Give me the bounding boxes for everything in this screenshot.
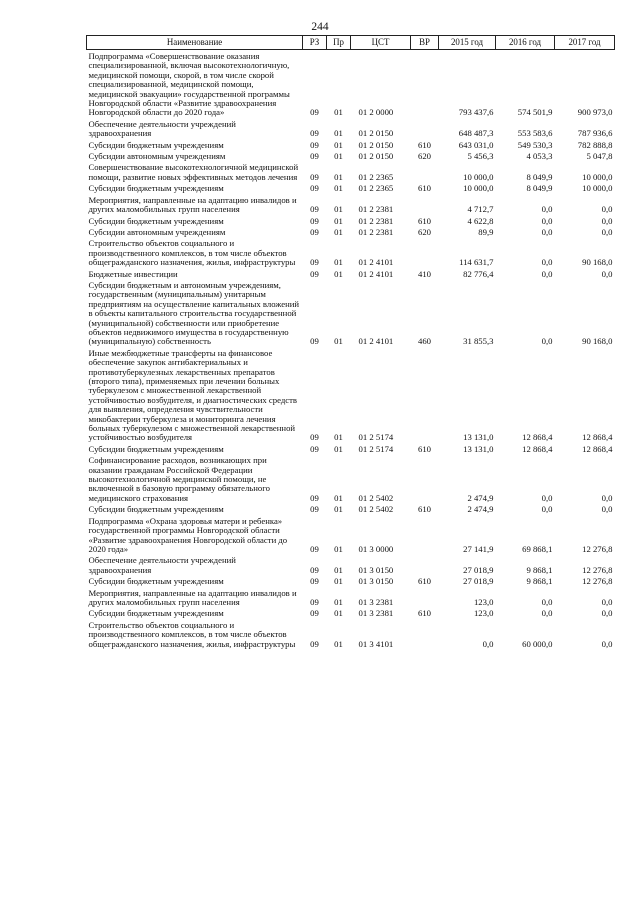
row-2017: 10 000,0 xyxy=(582,171,613,182)
row-2015: 114 631,7 xyxy=(459,257,494,268)
row-2017: 12 276,8 xyxy=(582,564,613,575)
header-vr: ВР xyxy=(411,36,439,50)
row-name: Субсидии бюджетным и автономным учреждениям, государственным (муниципальным) унитарным предприятиям на осуществление капитальных вложений в объекты капитального строительства государственной (муниципальной) собственности или приобретение объектов недвижимого имущества в государственную (муниципальную) собственность xyxy=(88,279,300,347)
row-pr: 01 xyxy=(334,492,343,503)
row-2016: 0,0 xyxy=(541,268,553,279)
row-cst: 01 3 0000 xyxy=(358,543,394,554)
budget-table xyxy=(86,35,615,649)
row-rz: 09 xyxy=(310,336,319,347)
row-cst: 01 2 0150 xyxy=(358,128,394,139)
table-row xyxy=(87,607,615,618)
row-cst: 01 2 2381 xyxy=(358,215,394,226)
row-cst: 01 2 4101 xyxy=(358,257,394,268)
row-vr: 620 xyxy=(417,151,432,162)
row-pr: 01 xyxy=(334,504,343,515)
table-row xyxy=(87,347,615,443)
row-2015: 793 437,6 xyxy=(458,107,494,118)
row-rz: 09 xyxy=(310,107,319,118)
row-name: Субсидии автономным учреждениям xyxy=(88,226,226,237)
table-row xyxy=(87,575,615,586)
row-2017: 0,0 xyxy=(601,215,613,226)
row-2016: 0,0 xyxy=(541,504,553,515)
row-vr xyxy=(411,587,439,608)
row-cst: 01 2 5402 xyxy=(358,504,394,515)
row-rz: 09 xyxy=(310,139,319,150)
row-rz: 09 xyxy=(310,171,319,182)
row-rz: 09 xyxy=(310,257,319,268)
header-name: Наименование xyxy=(87,36,303,50)
row-name: Строительство объектов социального и производственного комплексов, в том числе объектов общегражданского назначения, жилья, инфраструктуры xyxy=(88,619,296,649)
row-pr: 01 xyxy=(334,215,343,226)
row-vr: 610 xyxy=(417,443,432,454)
row-2016: 0,0 xyxy=(541,226,553,237)
row-2017: 0,0 xyxy=(601,204,613,215)
row-2017: 0,0 xyxy=(601,608,613,619)
row-rz: 09 xyxy=(310,608,319,619)
row-2017: 90 168,0 xyxy=(582,336,613,347)
row-rz: 09 xyxy=(310,215,319,226)
row-2015: 648 487,3 xyxy=(458,128,494,139)
header-2015: 2015 год xyxy=(439,36,496,50)
row-cst: 01 2 2365 xyxy=(358,183,394,194)
row-2016: 0,0 xyxy=(541,257,553,268)
table-row xyxy=(87,161,615,182)
table-row xyxy=(87,50,615,118)
row-2015: 2 474,9 xyxy=(467,504,494,515)
table-row xyxy=(87,443,615,454)
row-rz: 09 xyxy=(310,543,319,554)
table-header xyxy=(87,36,615,50)
row-2016: 8 049,9 xyxy=(526,171,553,182)
row-2016: 12 868,4 xyxy=(522,432,553,443)
row-name: Обеспечение деятельности учреждений здравоохранения xyxy=(88,118,236,139)
row-rz: 09 xyxy=(310,492,319,503)
row-name: Субсидии бюджетным учреждениям xyxy=(88,576,224,587)
row-vr: 620 xyxy=(417,226,432,237)
row-2017: 0,0 xyxy=(601,492,613,503)
row-name: Субсидии бюджетным учреждениям xyxy=(88,139,224,150)
row-vr xyxy=(411,619,439,649)
row-name: Мероприятия, направленные на адаптацию инвалидов и других маломобильных групп населения xyxy=(88,587,297,607)
row-2015: 123,0 xyxy=(473,608,494,619)
row-2017: 0,0 xyxy=(601,504,613,515)
row-name: Субсидии бюджетным учреждениям xyxy=(88,608,224,619)
row-2015: 2 474,9 xyxy=(467,492,494,503)
row-rz: 09 xyxy=(310,596,319,607)
row-cst: 01 3 2381 xyxy=(358,608,394,619)
header-rz: РЗ xyxy=(303,36,327,50)
row-2016: 0,0 xyxy=(541,608,553,619)
row-2017: 0,0 xyxy=(601,268,613,279)
row-2015: 27 141,9 xyxy=(463,543,494,554)
row-cst: 01 3 0150 xyxy=(358,564,394,575)
table-row xyxy=(87,226,615,237)
row-pr: 01 xyxy=(334,443,343,454)
table-row xyxy=(87,503,615,514)
row-pr: 01 xyxy=(334,596,343,607)
row-rz: 09 xyxy=(310,268,319,279)
table-row xyxy=(87,194,615,215)
row-2015: 31 855,3 xyxy=(463,336,494,347)
row-2015: 5 456,3 xyxy=(467,151,494,162)
row-vr: 610 xyxy=(417,139,432,150)
row-name: Подпрограмма «Охрана здоровья матери и ребенка» государственной программы Новгородской области «Развитие здравоохранения Новгородской области до 2020 года» xyxy=(88,515,288,554)
table-row xyxy=(87,237,615,267)
header-2017: 2017 год xyxy=(555,36,615,50)
header-pr: Пр xyxy=(327,36,351,50)
row-pr: 01 xyxy=(334,336,343,347)
row-cst: 01 3 0150 xyxy=(358,576,394,587)
row-vr: 610 xyxy=(417,504,432,515)
row-cst: 01 2 5402 xyxy=(358,492,394,503)
table-row xyxy=(87,150,615,161)
row-rz: 09 xyxy=(310,443,319,454)
row-vr xyxy=(411,554,439,575)
row-vr xyxy=(411,50,439,118)
row-rz: 09 xyxy=(310,204,319,215)
row-cst: 01 2 0000 xyxy=(358,107,394,118)
row-cst: 01 2 2381 xyxy=(358,226,394,237)
row-pr: 01 xyxy=(334,638,343,649)
row-2017: 12 276,8 xyxy=(582,576,613,587)
row-2016: 4 053,3 xyxy=(526,151,553,162)
row-2016: 0,0 xyxy=(541,215,553,226)
row-2017: 0,0 xyxy=(601,596,613,607)
row-vr: 460 xyxy=(417,336,432,347)
row-cst: 01 3 2381 xyxy=(358,596,394,607)
row-vr xyxy=(411,454,439,503)
row-name: Софинансирование расходов, возникающих при оказании гражданам Российской Федерации высокотехнологичной медицинской помощи, не включенной в базовую программу обязательного медицинского страхования xyxy=(88,455,270,503)
table-row xyxy=(87,619,615,649)
row-pr: 01 xyxy=(334,171,343,182)
row-cst: 01 2 2365 xyxy=(358,171,394,182)
header-cst: ЦСТ xyxy=(351,36,411,50)
row-2015: 123,0 xyxy=(473,596,494,607)
row-pr: 01 xyxy=(334,183,343,194)
row-cst: 01 2 4101 xyxy=(358,268,394,279)
row-name: Субсидии бюджетным учреждениям xyxy=(88,183,224,194)
row-pr: 01 xyxy=(334,128,343,139)
row-pr: 01 xyxy=(334,204,343,215)
row-rz: 09 xyxy=(310,226,319,237)
row-2016: 9 868,1 xyxy=(526,564,553,575)
table-row xyxy=(87,454,615,503)
row-rz: 09 xyxy=(310,576,319,587)
row-2015: 82 776,4 xyxy=(463,268,494,279)
header-2016: 2016 год xyxy=(496,36,555,50)
row-vr xyxy=(411,161,439,182)
table-row xyxy=(87,554,615,575)
row-name: Субсидии бюджетным учреждениям xyxy=(88,504,224,515)
row-2016: 0,0 xyxy=(541,596,553,607)
row-2016: 60 000,0 xyxy=(522,638,553,649)
row-name: Обеспечение деятельности учреждений здравоохранения xyxy=(88,555,236,575)
row-2017: 90 168,0 xyxy=(582,257,613,268)
row-2017: 0,0 xyxy=(601,638,613,649)
row-rz: 09 xyxy=(310,638,319,649)
row-2015: 0,0 xyxy=(482,638,494,649)
row-2015: 27 018,9 xyxy=(463,564,494,575)
row-vr: 410 xyxy=(417,268,432,279)
row-2015: 13 131,0 xyxy=(463,443,494,454)
row-rz: 09 xyxy=(310,564,319,575)
row-2017: 0,0 xyxy=(601,226,613,237)
row-vr xyxy=(411,237,439,267)
row-2016: 553 583,6 xyxy=(517,128,553,139)
row-name: Субсидии бюджетным учреждениям xyxy=(88,215,224,226)
row-2016: 574 501,9 xyxy=(517,107,553,118)
row-2015: 643 031,0 xyxy=(458,139,494,150)
row-name: Субсидии автономным учреждениям xyxy=(88,151,226,162)
row-pr: 01 xyxy=(334,257,343,268)
row-2017: 12 868,4 xyxy=(582,443,613,454)
row-pr: 01 xyxy=(334,543,343,554)
row-pr: 01 xyxy=(334,151,343,162)
row-name: Совершенствование высокотехнологичной медицинской помощи, развитие новых эффективных методов лечения xyxy=(88,162,299,182)
row-2015: 13 131,0 xyxy=(463,432,494,443)
row-vr xyxy=(411,118,439,139)
row-pr: 01 xyxy=(334,226,343,237)
row-name: Мероприятия, направленные на адаптацию инвалидов и других маломобильных групп населения xyxy=(88,194,297,215)
row-vr xyxy=(411,515,439,555)
row-2017: 5 047,8 xyxy=(586,151,613,162)
row-2017: 10 000,0 xyxy=(582,183,613,194)
table-body xyxy=(87,50,615,649)
row-rz: 09 xyxy=(310,432,319,443)
table-row xyxy=(87,139,615,150)
row-2016: 0,0 xyxy=(541,204,553,215)
table-row xyxy=(87,587,615,608)
row-cst: 01 2 0150 xyxy=(358,151,394,162)
table-row xyxy=(87,215,615,226)
page-number: 244 xyxy=(311,21,329,33)
row-2015: 10 000,0 xyxy=(463,183,494,194)
row-rz: 09 xyxy=(310,151,319,162)
row-cst: 01 2 0150 xyxy=(358,139,394,150)
row-2017: 900 973,0 xyxy=(577,107,613,118)
row-2017: 782 888,8 xyxy=(577,139,613,150)
row-2016: 8 049,9 xyxy=(526,183,553,194)
row-name: Подпрограмма «Совершенствование оказания специализированной, включая высокотехнологичную, медицинской помощи, скорой, в том числе скорой специализированной, медицинской помощи, медицинской эвакуации» государственной программы Новгородской области «Развитие здравоохранения Новгородской области до 2020 года» xyxy=(88,51,290,118)
row-2015: 4 712,7 xyxy=(467,204,494,215)
row-name: Иные межбюджетные трансферты на финансовое обеспечение закупок антибактериальных и противотуберкулезных лекарственных препаратов (второго типа), применяемых при лечении больных туберкулезом с множественной лекарственной устойчивостью возбудителя, и диагностических средств для выявления, определения чувствительности микобактерии туберкулеза и мониторинга лечения больных туберкулезом с множественной лекарственной устойчивостью возбудителя xyxy=(88,347,297,443)
row-vr: 610 xyxy=(417,608,432,619)
row-name: Бюджетные инвестиции xyxy=(88,268,178,279)
row-pr: 01 xyxy=(334,107,343,118)
table-row xyxy=(87,182,615,193)
row-rz: 09 xyxy=(310,183,319,194)
row-pr: 01 xyxy=(334,608,343,619)
row-2016: 549 530,3 xyxy=(517,139,553,150)
row-name: Строительство объектов социального и производственного комплексов, в том числе объектов общегражданского назначения, жилья, инфраструктуры xyxy=(88,238,296,268)
row-2015: 89,9 xyxy=(478,226,494,237)
row-rz: 09 xyxy=(310,504,319,515)
table-row xyxy=(87,268,615,279)
row-vr xyxy=(411,347,439,443)
table-row xyxy=(87,515,615,555)
row-2016: 9 868,1 xyxy=(526,576,553,587)
table-row xyxy=(87,279,615,347)
row-2016: 0,0 xyxy=(541,492,553,503)
row-2015: 4 622,8 xyxy=(467,215,494,226)
row-2016: 12 868,4 xyxy=(522,443,553,454)
table-row xyxy=(87,118,615,139)
row-2017: 12 868,4 xyxy=(582,432,613,443)
row-2016: 0,0 xyxy=(541,336,553,347)
row-pr: 01 xyxy=(334,564,343,575)
row-pr: 01 xyxy=(334,139,343,150)
row-cst: 01 2 4101 xyxy=(358,336,394,347)
row-cst: 01 2 2381 xyxy=(358,204,394,215)
row-pr: 01 xyxy=(334,268,343,279)
row-vr: 610 xyxy=(417,215,432,226)
row-2015: 27 018,9 xyxy=(463,576,494,587)
row-cst: 01 3 4101 xyxy=(358,638,394,649)
row-2017: 12 276,8 xyxy=(582,543,613,554)
row-2016: 69 868,1 xyxy=(522,543,553,554)
row-name: Субсидии бюджетным учреждениям xyxy=(88,443,224,454)
row-vr: 610 xyxy=(417,576,432,587)
row-rz: 09 xyxy=(310,128,319,139)
row-cst: 01 2 5174 xyxy=(358,443,394,454)
row-vr xyxy=(411,194,439,215)
row-vr: 610 xyxy=(417,183,432,194)
row-cst: 01 2 5174 xyxy=(358,432,394,443)
row-pr: 01 xyxy=(334,432,343,443)
row-2017: 787 936,6 xyxy=(577,128,613,139)
row-2015: 10 000,0 xyxy=(463,171,494,182)
row-pr: 01 xyxy=(334,576,343,587)
